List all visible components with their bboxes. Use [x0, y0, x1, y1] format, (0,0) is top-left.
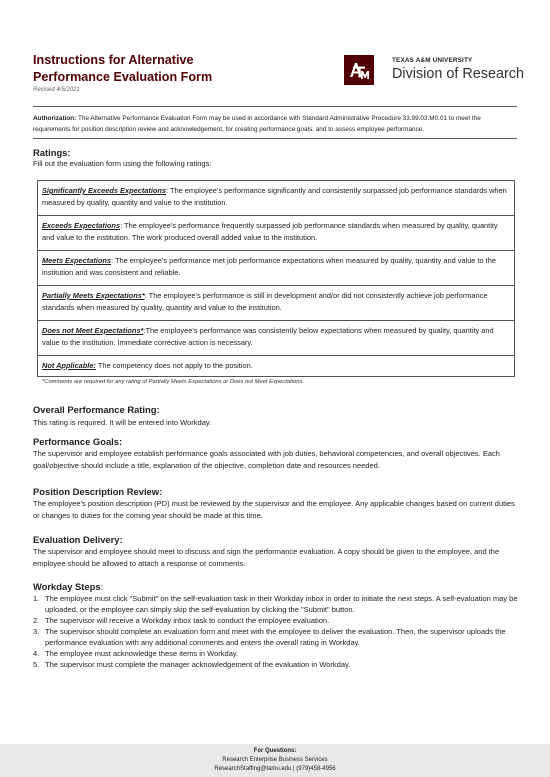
- rating-term: Meets Expectations: [42, 256, 112, 265]
- rating-term: Does not Meet Expectations*: [42, 326, 144, 335]
- footer-contact: ResearchStaffing@tamu.edu | (979)458-4956: [214, 766, 336, 772]
- document-header: [33, 52, 523, 102]
- ratings-intro: Fill out the evaluation form using the following ratings:: [33, 159, 212, 168]
- division-name: Division of Research: [392, 66, 524, 82]
- tamu-logo: [344, 55, 374, 85]
- rating-term: Not Applicable:: [42, 361, 96, 370]
- authorization-divider: [33, 138, 517, 139]
- evaluation-delivery-text: The supervisor and employee should meet to discuss and sign the performance evaluation. A copy should be given to the employee, and the employee should be allowed to attach a response or comments.: [33, 547, 500, 568]
- authorization-paragraph: [33, 114, 517, 135]
- authorization-label: Authorization:: [33, 115, 77, 122]
- position-review-heading: Position Description Review:: [33, 486, 163, 497]
- step-number: 2.: [33, 616, 40, 625]
- overall-rating-text: This rating is required. It will be entered into Workday.: [33, 418, 212, 427]
- rating-description: : The employee’s performance significantly and consistently surpassed job performance standards when measured by quality, quantity and value to the institution.: [42, 186, 507, 207]
- org-name: [392, 57, 524, 82]
- rating-significantly-exceeds: [38, 181, 514, 216]
- footer-heading: For Questions:: [253, 748, 297, 754]
- step-number: 3.: [33, 627, 40, 636]
- workday-steps-colon: :: [100, 581, 104, 592]
- step-number: 1.: [33, 594, 40, 603]
- title-line-2: Performance Evaluation Form: [33, 70, 213, 84]
- rating-term: Significantly Exceeds Expectations: [42, 186, 167, 195]
- workday-steps-heading: [33, 581, 103, 592]
- performance-goals-text: The supervisor and employee establish performance goals associated with job duties, behavioral competencies, and overall objectives. Each goal/objective should include a title, explanation of the objective, completion date and resources needed.: [33, 449, 500, 470]
- document-title: [33, 52, 212, 86]
- overall-rating-heading: Overall Performance Rating:: [33, 404, 160, 415]
- workday-step: [33, 593, 519, 615]
- rating-description: : The employee’s performance is still in development and/or did not consistently achieve job performance standards when measured by quality, quantity and value to the institution.: [42, 291, 488, 312]
- university-name: TEXAS A&M UNIVERSITY: [392, 57, 473, 64]
- rating-exceeds: [38, 216, 514, 251]
- workday-step: [33, 626, 519, 648]
- performance-goals-heading: Performance Goals:: [33, 436, 123, 447]
- atm-logo-icon: [344, 55, 374, 85]
- step-text: The employee must click "Submit" on the self-evaluation task in their Workday inbox in order to initiate the next steps. A self-evaluation may be uploaded, or the employee can simply skip the self-evaluation by clicking the "Submit" button.: [45, 594, 518, 614]
- workday-step: [33, 615, 519, 626]
- position-review-text: The employee’s position description (PD) must be reviewed by the supervisor and the employee. Any applicable changes based on current duties or changes to duties for the coming year should be made at this time.: [33, 499, 515, 520]
- step-number: 4.: [33, 649, 40, 658]
- rating-partially-meets: [38, 286, 514, 321]
- step-text: The supervisor will receive a Workday inbox task to conduct the employee evaluation.: [45, 616, 330, 625]
- authorization-text: The Alternative Performance Evaluation Form may be used in accordance with Standard Administrative Procedure 33.99.03.M0.01 to meet the requirements for position description review and acknowledgement, for creating performance goals, and to assess employee performance.: [33, 115, 481, 133]
- ratings-heading: Ratings:: [33, 147, 71, 158]
- rating-description: The competency does not apply to the position.: [95, 361, 253, 370]
- revised-date: Revised 4/5/2021: [33, 87, 80, 93]
- rating-description: : The employee’s performance frequently surpassed job performance standards when measured by quality, quantity and value to the institution. The work produced overall added value to the institution.: [42, 221, 498, 242]
- step-text: The supervisor should complete an evaluation form and meet with the employee to deliver the evaluation. Then, the supervisor uploads the performance evaluation with any additional comments and enters the overall rating in Workday.: [45, 627, 506, 647]
- title-line-1: Instructions for Alternative: [33, 53, 194, 67]
- rating-term: Exceeds Expectations: [42, 221, 121, 230]
- footer-department: Research Enterprise Business Services: [222, 757, 328, 763]
- contact-footer: [0, 744, 550, 777]
- step-number: 5.: [33, 660, 40, 669]
- workday-step: [33, 648, 519, 659]
- rating-not-applicable: [38, 356, 514, 376]
- rating-term: Partially Meets Expectations*: [42, 291, 145, 300]
- ratings-table: [37, 180, 515, 377]
- rating-meets: [38, 251, 514, 286]
- ratings-footnote: *Comments are required for any rating of Partially Meets Expectations or Does not Meet Expectations.: [42, 379, 304, 385]
- rating-description: :The employee’s performance was consistently below expectations when measured by quality, quantity and value to the institution. Immediate corrective action is necessary.: [42, 326, 494, 347]
- workday-steps-title: Workday Steps: [33, 581, 101, 592]
- workday-steps-list: [33, 593, 519, 670]
- step-text: The employee must acknowledge these items in Workday.: [45, 649, 239, 658]
- step-text: The supervisor must complete the manager acknowledgement of the evaluation in Workday.: [45, 660, 351, 669]
- workday-step: [33, 659, 519, 670]
- rating-does-not-meet: [38, 321, 514, 356]
- evaluation-delivery-heading: Evaluation Delivery:: [33, 534, 123, 545]
- rating-description: : The employee’s performance met job performance expectations when measured by quality, quantity and value to the institution and was consistent and reliable.: [42, 256, 496, 277]
- header-divider: [33, 106, 517, 107]
